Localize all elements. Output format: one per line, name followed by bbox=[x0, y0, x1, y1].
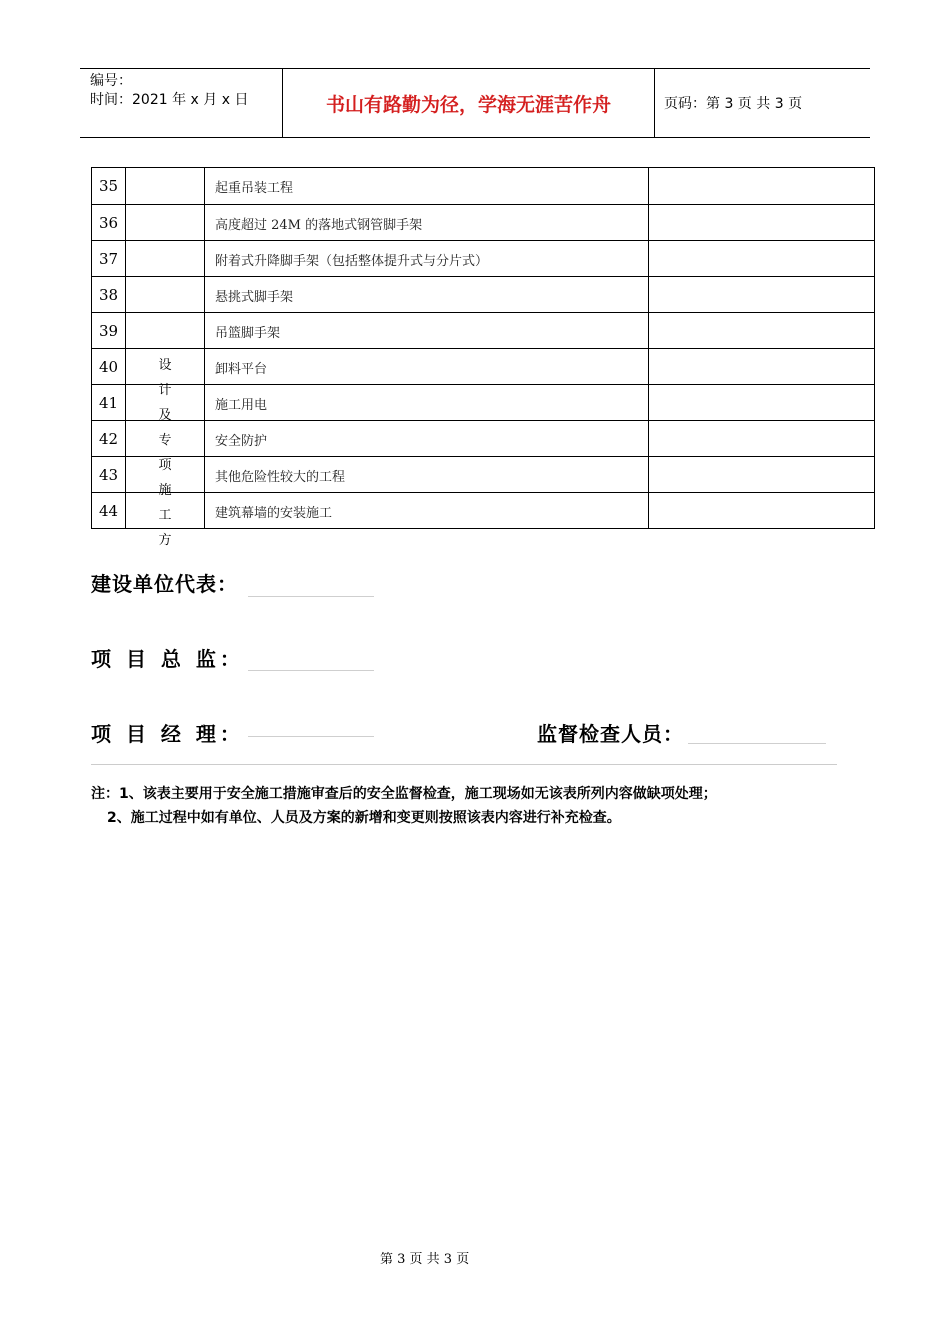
page-header bbox=[80, 68, 870, 138]
note-line-2: 2、施工过程中如有单位、人员及方案的新增和变更则按照该表内容进行补充检查。 bbox=[107, 810, 621, 826]
row-item: 建筑幕墙的安装施工 bbox=[204, 493, 649, 529]
inspector-label: 监督检查人员： bbox=[537, 722, 684, 746]
chief-supervisor-signature-line[interactable] bbox=[248, 670, 374, 671]
category-char: 工 bbox=[158, 508, 172, 523]
row-number: 42 bbox=[92, 421, 126, 457]
category-char: 专 bbox=[158, 433, 172, 448]
row-number: 35 bbox=[92, 168, 126, 204]
table-row bbox=[92, 240, 874, 277]
row-number: 41 bbox=[92, 385, 126, 421]
project-manager-label: 项 目 经 理： bbox=[91, 722, 244, 746]
category-char: 施 bbox=[158, 483, 172, 498]
category-char: 项 bbox=[158, 458, 172, 473]
row-number: 43 bbox=[92, 457, 126, 493]
header-page-info: 页码：第 3 页 共 3 页 bbox=[664, 96, 803, 112]
row-number: 44 bbox=[92, 493, 126, 529]
table-row bbox=[92, 312, 874, 349]
note-line-1: 注：1、该表主要用于安全施工措施审查后的安全监督检查，施工现场如无该表所列内容做缺项处理； bbox=[91, 786, 717, 802]
inspector-signature-line[interactable] bbox=[688, 743, 826, 744]
table-row bbox=[92, 276, 874, 313]
inspection-table bbox=[91, 167, 875, 548]
table-row bbox=[92, 456, 874, 493]
table-row bbox=[92, 168, 874, 204]
category-char: 及 bbox=[158, 408, 172, 423]
chief-supervisor-label: 项 目 总 监： bbox=[91, 647, 244, 671]
table-row bbox=[92, 492, 874, 529]
row-number: 38 bbox=[92, 277, 126, 313]
table-row bbox=[92, 420, 874, 457]
code-label: 编号： bbox=[90, 73, 132, 89]
row-item: 安全防护 bbox=[204, 421, 649, 457]
header-meta bbox=[80, 69, 282, 137]
row-number: 36 bbox=[92, 205, 126, 241]
row-item: 起重吊装工程 bbox=[204, 168, 649, 204]
time-label: 时间：2021 年 x 月 x 日 bbox=[90, 92, 249, 108]
row-item: 其他危险性较大的工程 bbox=[204, 457, 649, 493]
row-item: 吊篮脚手架 bbox=[204, 313, 649, 349]
category-char: 设 bbox=[158, 358, 172, 373]
header-motto: 书山有路勤为径，学海无涯苦作舟 bbox=[282, 69, 655, 137]
row-item: 高度超过 24M 的落地式钢管脚手架 bbox=[204, 205, 649, 241]
category-char: 方 bbox=[158, 533, 172, 548]
page-footer: 第 3 页 共 3 页 bbox=[380, 1252, 470, 1267]
row-number: 37 bbox=[92, 241, 126, 277]
owner-rep-label: 建设单位代表： bbox=[91, 572, 238, 596]
category-char: 计 bbox=[158, 383, 172, 398]
row-item: 悬挑式脚手架 bbox=[204, 277, 649, 313]
project-manager-signature-line[interactable] bbox=[248, 736, 374, 737]
divider bbox=[91, 764, 837, 765]
row-number: 39 bbox=[92, 313, 126, 349]
table-row bbox=[92, 384, 874, 421]
row-item: 卸料平台 bbox=[204, 349, 649, 385]
row-item: 施工用电 bbox=[204, 385, 649, 421]
table-row bbox=[92, 348, 874, 385]
row-item: 附着式升降脚手架（包括整体提升式与分片式） bbox=[204, 241, 649, 277]
table-row bbox=[92, 204, 874, 241]
row-number: 40 bbox=[92, 349, 126, 385]
owner-rep-signature-line[interactable] bbox=[248, 596, 374, 597]
